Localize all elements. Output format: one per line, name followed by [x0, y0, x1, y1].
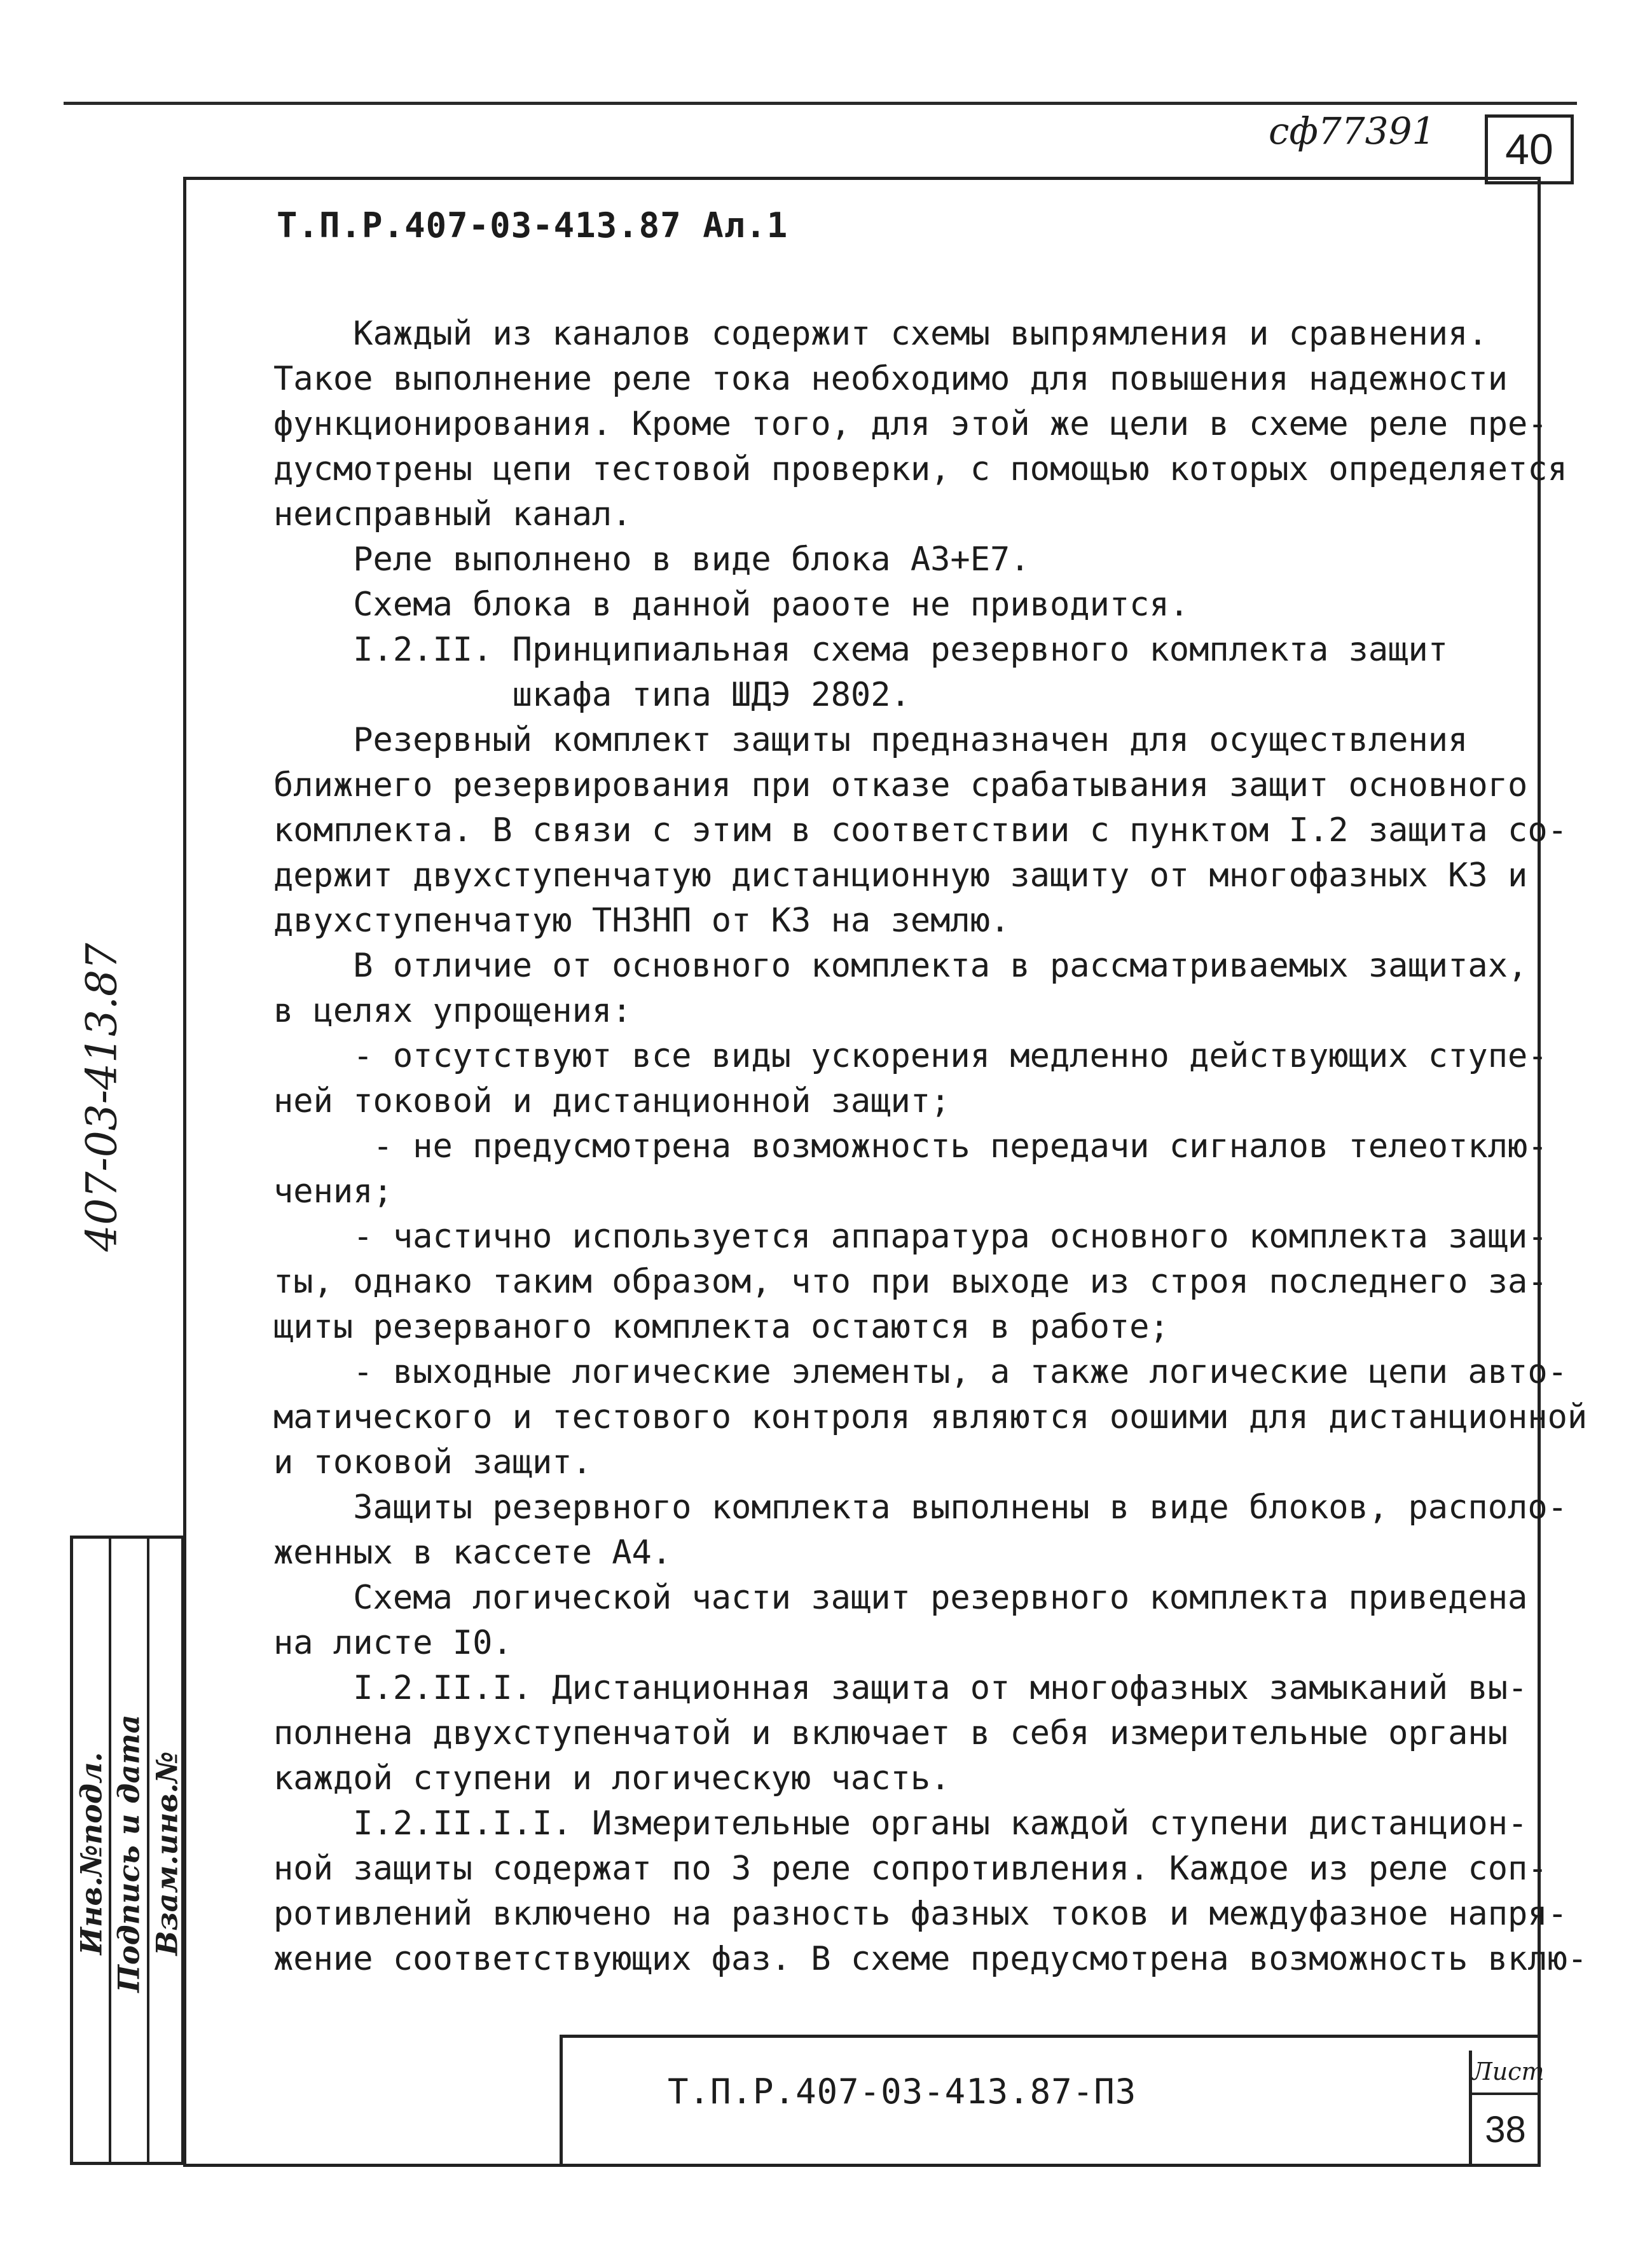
body-line: в целях упрощения:: [273, 992, 632, 1030]
handwritten-note: сф77391: [1269, 109, 1436, 153]
body-line: ближнего резервирования при отказе срабатывания защит основного: [273, 766, 1528, 804]
body-line: В отличие от основного комплекта в рассматриваемых защитах,: [273, 947, 1528, 985]
body-line: - частично используется аппаратура основного комплекта защи-: [273, 1218, 1548, 1256]
stamp-signature-label: Подпись и дата: [112, 1714, 146, 1993]
stamp-inventory-label: Инв.№подл.: [74, 1752, 109, 1955]
stamp-cell-replacement: [149, 1539, 184, 2168]
body-line: каждой ступени и логическую часть.: [273, 1759, 951, 1797]
body-line: I.2.II.I. Дистанционная защита от многофазных замыканий вы-: [273, 1669, 1528, 1707]
body-line: на листе I0.: [273, 1624, 513, 1662]
body-line: Схема блока в данной раооте не приводится.: [273, 586, 1190, 624]
body-line: комплекта. В связи с этим в соответствии с пунктом I.2 защита со-: [273, 811, 1567, 849]
stamp-cell-signature: [111, 1539, 147, 2168]
body-line: - отсутствуют все виды ускорения медленно действующих ступе-: [273, 1037, 1548, 1075]
body-line: матического и тестового контроля являются оошими для дистанционной: [273, 1398, 1588, 1436]
body-line: и токовой защит.: [273, 1443, 592, 1481]
body-line: щиты резерваного комплекта остаются в работе;: [273, 1308, 1169, 1346]
side-document-code: 407-03-413.87: [77, 943, 127, 1252]
sheet-number-box: [1469, 2051, 1545, 2165]
body-line: I.2.II.I.I. Измерительные органы каждой ступени дистанцион-: [273, 1804, 1528, 1843]
top-rule: [64, 102, 1577, 105]
body-line: женных в кассете А4.: [273, 1534, 672, 1572]
body-line: - выходные логические элементы, а также логические цепи авто-: [273, 1353, 1567, 1391]
sheet-label: Лист: [1472, 2051, 1539, 2095]
stamp-column: [111, 1539, 149, 2162]
body-line: Резервный комплект защиты предназначен для осуществления: [273, 721, 1468, 759]
body-line: неисправный канал.: [273, 495, 632, 533]
body-line: Реле выполнено в виде блока А3+Е7.: [273, 540, 1030, 579]
stamp-replacement-label: Взам.инв.№: [149, 1751, 184, 1956]
stamp-column: [149, 1539, 184, 2162]
body-line: ной защиты содержат по 3 реле сопротивления. Каждое из реле соп-: [273, 1850, 1548, 1888]
body-line: двухступенчатую ТНЗНП от КЗ на землю.: [273, 902, 1010, 940]
top-sheet-number: 40: [1485, 114, 1574, 184]
body-line: шкафа типа ШДЭ 2802.: [273, 676, 911, 714]
body-line: Такое выполнение реле тока необходимо для повышения надежности: [273, 360, 1508, 398]
approval-stamp: [70, 1536, 184, 2165]
body-line: - не предусмотрена возможность передачи сигналов телеотклю-: [273, 1127, 1548, 1165]
body-line: I.2.II. Принципиальная схема резервного комплекта защит: [273, 631, 1449, 669]
document-header: Т.П.Р.407-03-413.87 Ал.1: [277, 205, 788, 245]
document-body: [273, 312, 1588, 1982]
body-line: Схема логической части защит резервного комплекта приведена: [273, 1579, 1528, 1617]
stamp-column: [73, 1539, 111, 2162]
body-line: чения;: [273, 1172, 393, 1211]
body-line: ротивлений включено на разность фазных токов и междуфазное напря-: [273, 1895, 1567, 1933]
body-line: жение соответствующих фаз. В схеме предусмотрена возможность вклю-: [273, 1940, 1588, 1978]
body-line: полнена двухступенчатой и включает в себя измерительные органы: [273, 1714, 1508, 1752]
stamp-cell-inventory: [73, 1539, 109, 2168]
sheet-number: 38: [1485, 2109, 1526, 2150]
body-line: дусмотрены цепи тестовой проверки, с помощью которых определяется: [273, 450, 1567, 488]
body-line: Каждый из каналов содержит схемы выпрямления и сравнения.: [273, 315, 1488, 353]
body-line: держит двухступенчатую дистанционную защиту от многофазных КЗ и: [273, 856, 1528, 895]
title-block-code: Т.П.Р.407-03-413.87-ПЗ: [668, 2072, 1137, 2112]
body-line: Защиты резервного комплекта выполнены в виде блоков, располо-: [273, 1488, 1567, 1527]
body-line: функционирования. Кроме того, для этой же цели в схеме реле пре-: [273, 405, 1548, 443]
body-line: ты, однако таким образом, что при выходе из строя последнего за-: [273, 1263, 1548, 1301]
body-line: ней токовой и дистанционной защит;: [273, 1082, 951, 1120]
